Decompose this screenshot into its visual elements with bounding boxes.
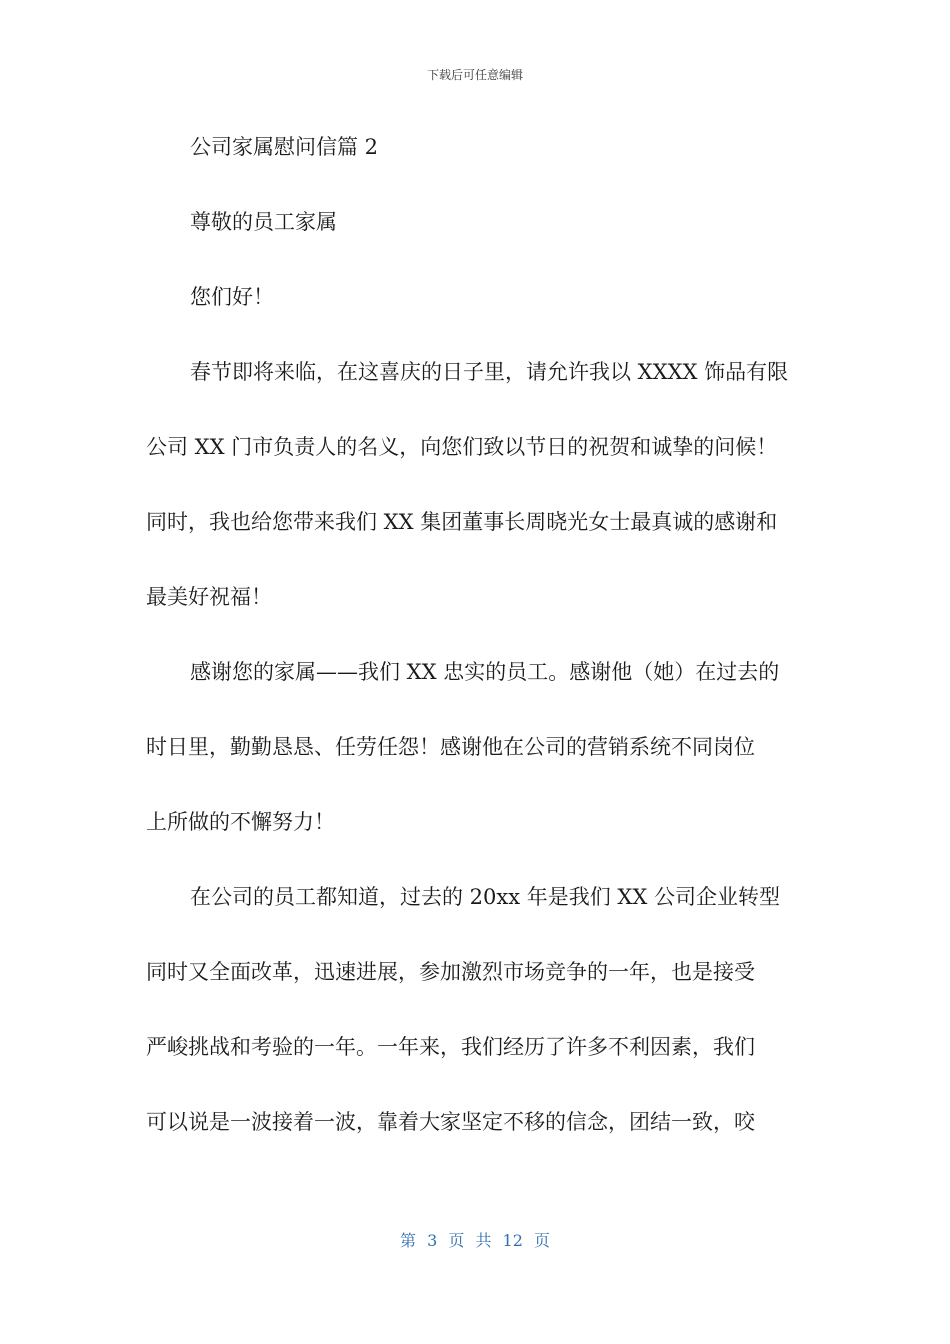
paragraph-line: 在公司的员工都知道，过去的 20xx 年是我们 XX 公司企业转型 xyxy=(190,885,781,909)
page-header: 下载后可任意编辑 xyxy=(426,68,523,82)
page-footer xyxy=(0,1228,950,1251)
paragraph-line: 最美好祝福！ xyxy=(146,585,272,609)
footer-middle: 页 共 xyxy=(448,1231,492,1250)
salutation: 尊敬的员工家属 xyxy=(190,210,337,234)
paragraph-line: 上所做的不懈努力！ xyxy=(146,810,335,834)
paragraph-line: 时日里，勤勤恳恳、任劳任怨！感谢他在公司的营销系统不同岗位 xyxy=(146,735,755,759)
greeting: 您们好！ xyxy=(190,285,274,309)
paragraph-line: 同时又全面改革，迅速进展，参加激烈市场竞争的一年，也是接受 xyxy=(146,960,755,984)
paragraph-line: 感谢您的家属——我们 XX 忠实的员工。感谢他（她）在过去的 xyxy=(190,660,780,684)
letter-title: 公司家属慰问信篇 2 xyxy=(190,135,379,159)
footer-prefix: 第 xyxy=(399,1231,416,1250)
footer-suffix: 页 xyxy=(534,1231,551,1250)
document-body xyxy=(146,124,806,1174)
paragraph-line: 公司 XX 门市负责人的名义，向您们致以节日的祝贺和诚挚的问候！ xyxy=(146,435,778,459)
footer-current-page: 3 xyxy=(427,1231,438,1250)
paragraph-line: 严峻挑战和考验的一年。一年来，我们经历了许多不利因素，我们 xyxy=(146,1035,755,1059)
paragraph-line: 可以说是一波接着一波，靠着大家坚定不移的信念，团结一致，咬 xyxy=(146,1110,755,1134)
footer-total-pages: 12 xyxy=(502,1231,523,1250)
paragraph-line: 春节即将来临，在这喜庆的日子里，请允许我以 XXXX 饰品有限 xyxy=(190,360,789,384)
paragraph-line: 同时，我也给您带来我们 XX 集团董事长周晓光女士最真诚的感谢和 xyxy=(146,510,778,534)
